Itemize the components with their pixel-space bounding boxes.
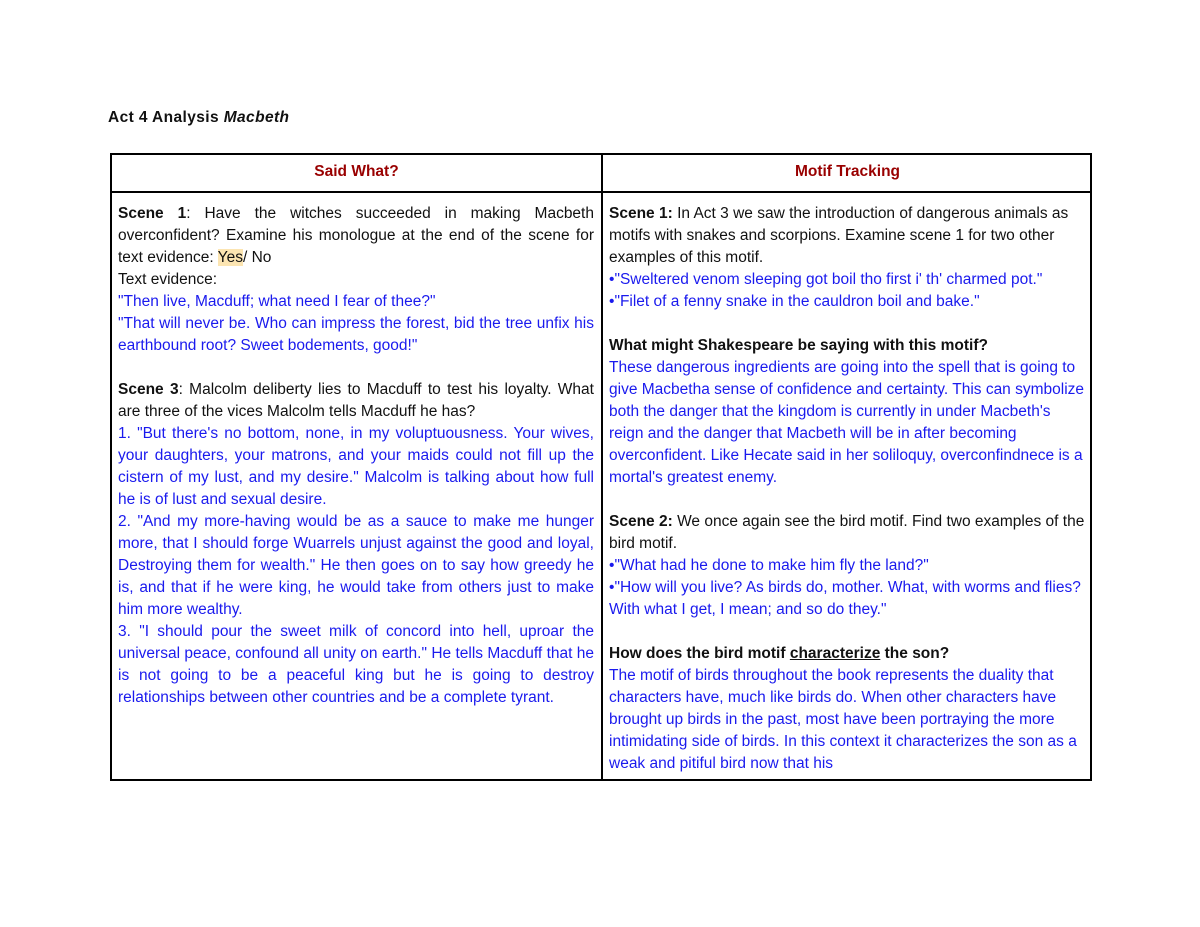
scene1-label: Scene 1 <box>118 205 187 222</box>
vice-answer-1: 1. "But there's no bottom, none, in my voluptuousness. Your wives, your daughters, your matrons, and your maids could not fill up the cistern of my lust, and my desire." Malcolm is talking about how full he is of lust and sexual desire. <box>118 425 594 508</box>
document-title <box>108 109 289 127</box>
motif-scene1-label: Scene 1: <box>609 205 673 222</box>
motif-question-2: How does the bird motif characterize the son? <box>609 645 950 662</box>
header-divider <box>112 191 1090 193</box>
header-said-what: Said What? <box>314 163 399 180</box>
said-what-cell <box>118 203 594 709</box>
scene1-question: Scene 1: Have the witches succeeded in making Macbeth overconfident? Examine his monologue at the end of the scene for text evidence: Yes/ No <box>118 205 594 266</box>
vice-answer-2: 2. "And my more-having would be as a sauce to make me hunger more, that I should forge Wuarrels unjust against the good and loyal, Destroying them for wealth." He then goes on to say how greedy he is, and that if he were king, he would take from others just to make him more wealthy. <box>118 513 594 618</box>
scene1-example-2: •"Filet of a fenny snake in the cauldron boil and bake." <box>609 293 980 310</box>
evidence-quote-2: "That will never be. Who can impress the forest, bid the tree unfix his earthbound root? Sweet bodements, good!" <box>118 315 594 354</box>
bullet-icon: • <box>609 557 615 574</box>
evidence-quote-1: "Then live, Macduff; what need I fear of thee?" <box>118 293 436 310</box>
motif-scene2-label: Scene 2: <box>609 513 673 530</box>
scene3-question: Scene 3: Malcolm deliberty lies to Macduff to test his loyalty. What are three of the vices Malcolm tells Macduff he has? <box>118 381 594 420</box>
characterize-underlined: characterize <box>789 645 881 662</box>
scene1-prompt: Scene 1: In Act 3 we saw the introduction of dangerous animals as motifs with snakes and scorpions. Examine scene 1 for two other examples of this motif. <box>609 205 1069 266</box>
scene1-example-1: •"Sweltered venom sleeping got boil tho first i' th' charmed pot." <box>609 271 1043 288</box>
motif-answer-1: These dangerous ingredients are going into the spell that is going to give Macbetha sense of confidence and certainty. This can symbolize both the danger that the kingdom is currently in under Macbeth's reign and the danger that Macbeth will be in after becoming overconfident. Like Hecate said in her soliloquy, overconfindnece is a mortal's greatest enemy. <box>609 359 1085 486</box>
title-prefix: Act 4 Analysis <box>108 109 219 126</box>
bullet-icon: • <box>609 579 615 596</box>
bullet-icon: • <box>609 293 615 310</box>
scene2-example-2: •"How will you live? As birds do, mother. What, with worms and flies? With what I get, I mean; and so do they." <box>609 579 1081 618</box>
title-italic: Macbeth <box>223 109 290 126</box>
motif-tracking-cell <box>609 203 1085 776</box>
scene2-example-1: •"What had he done to make him fly the land?" <box>609 557 929 574</box>
header-motif-tracking: Motif Tracking <box>794 163 901 180</box>
motif-answer-2: The motif of birds throughout the book represents the duality that characters have, much like birds do. When other characters have brought up birds in the past, most have been portraying the more intimidating side of birds. In this context it characterizes the son as a weak and pitiful bird now that his <box>609 667 1077 772</box>
column-divider <box>601 155 603 779</box>
vice-answer-3: 3. "I should pour the sweet milk of concord into hell, uproar the universal peace, confound all unity on earth." He tells Macduff that he is not going to be a peaceful king but he is going to destroy relationships between other countries and be a complete tyrant. <box>118 623 594 706</box>
text-evidence-label: Text evidence: <box>118 271 218 288</box>
yes-highlight: Yes <box>217 249 243 266</box>
motif-question-1: What might Shakespeare be saying with this motif? <box>609 337 988 354</box>
scene2-prompt: Scene 2: We once again see the bird motif. Find two examples of the bird motif. <box>609 513 1085 552</box>
analysis-table <box>110 153 1092 781</box>
bullet-icon: • <box>609 271 615 288</box>
scene3-label: Scene 3 <box>118 381 179 398</box>
